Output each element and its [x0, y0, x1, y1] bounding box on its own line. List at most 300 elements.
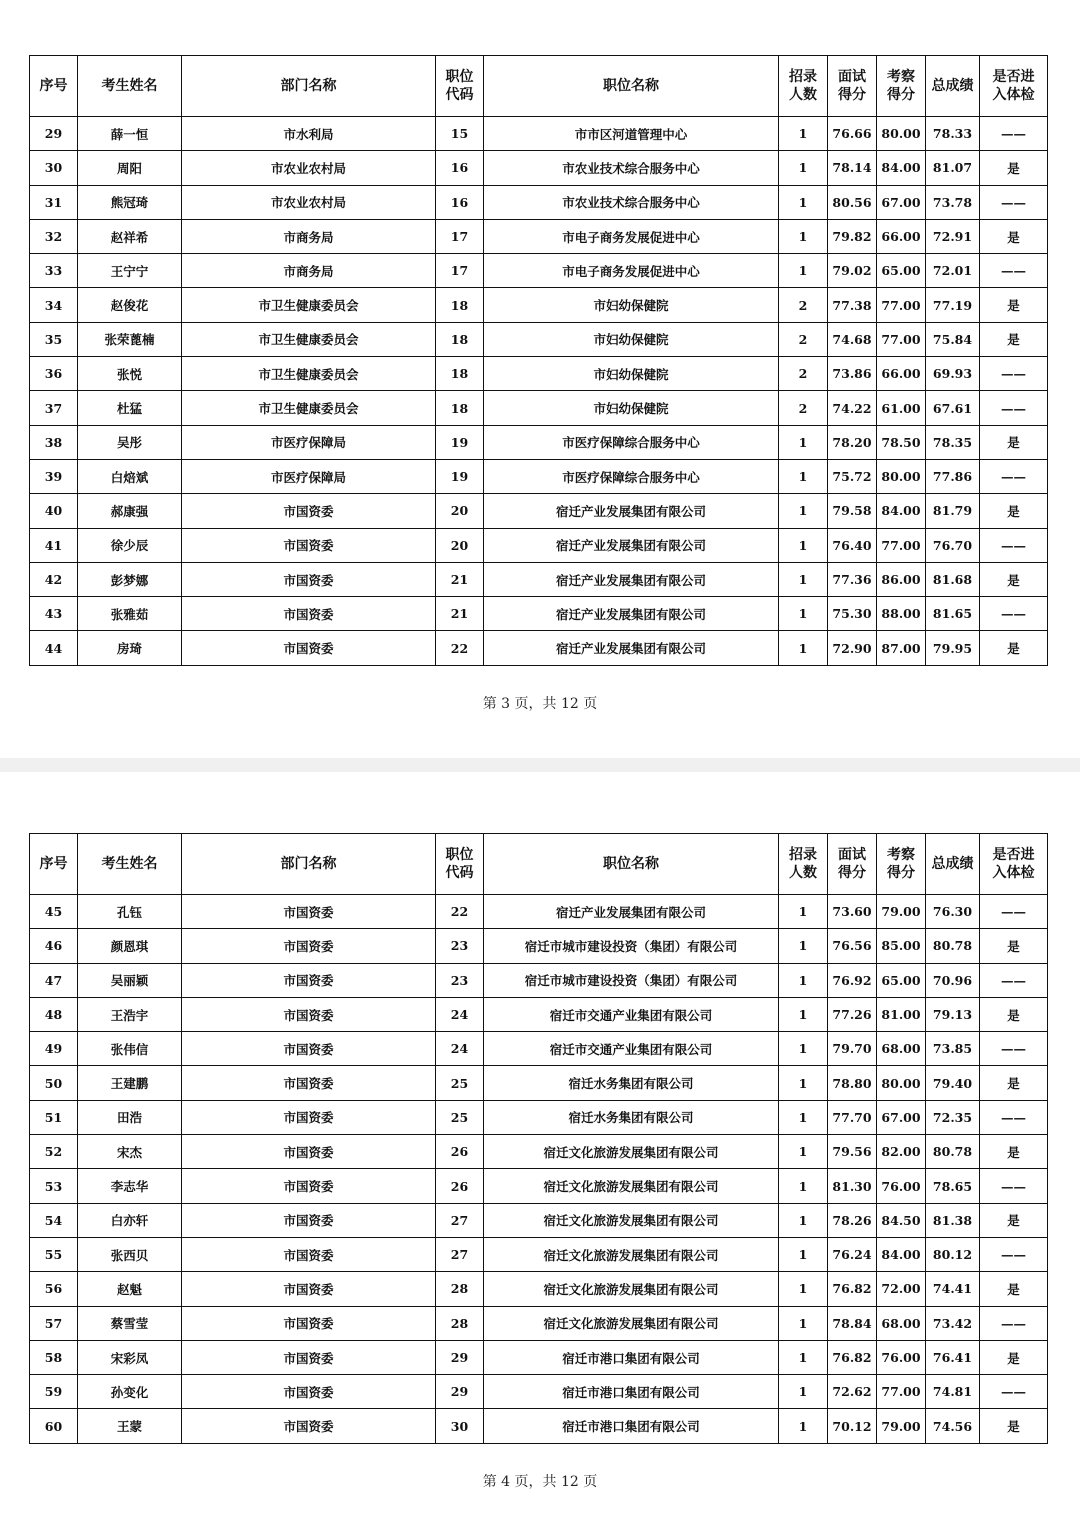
- interview-score-cell: 76.40: [828, 528, 877, 562]
- department-cell: 市国资委: [182, 1203, 436, 1237]
- total-score-cell: 79.13: [926, 997, 980, 1031]
- position-name-cell: 市农业技术综合服务中心: [484, 185, 779, 219]
- position-code-cell: 16: [436, 151, 484, 185]
- quota-cell: 2: [779, 322, 828, 356]
- column-header: 总成绩: [926, 56, 980, 117]
- position-code-cell: 18: [436, 391, 484, 425]
- inspection-score-cell: 87.00: [877, 631, 926, 665]
- department-cell: 市国资委: [182, 562, 436, 596]
- position-name-cell: 市妇幼保健院: [484, 357, 779, 391]
- position-name-cell: 宿迁文化旅游发展集团有限公司: [484, 1203, 779, 1237]
- total-score-cell: 80.78: [926, 929, 980, 963]
- column-header: 考察 得分: [877, 56, 926, 117]
- department-cell: 市国资委: [182, 1032, 436, 1066]
- position-name-cell: 宿迁市交通产业集团有限公司: [484, 1032, 779, 1066]
- column-header: 面试 得分: [828, 834, 877, 895]
- document-page-4: [0, 772, 1080, 1513]
- table-row: [30, 219, 1048, 253]
- physical-exam-cell: ——: [980, 1100, 1048, 1134]
- position-code-cell: 22: [436, 895, 484, 929]
- table-row: [30, 1409, 1048, 1443]
- seq-cell: 36: [30, 357, 78, 391]
- name-cell: 郝康强: [78, 494, 182, 528]
- seq-cell: 44: [30, 631, 78, 665]
- table-row: [30, 357, 1048, 391]
- interview-score-cell: 76.92: [828, 963, 877, 997]
- seq-cell: 50: [30, 1066, 78, 1100]
- seq-cell: 55: [30, 1237, 78, 1271]
- position-code-cell: 26: [436, 1169, 484, 1203]
- total-score-cell: 81.07: [926, 151, 980, 185]
- interview-score-cell: 78.20: [828, 425, 877, 459]
- quota-cell: 1: [779, 997, 828, 1031]
- seq-cell: 38: [30, 425, 78, 459]
- department-cell: 市国资委: [182, 929, 436, 963]
- total-score-cell: 81.65: [926, 597, 980, 631]
- name-cell: 张悦: [78, 357, 182, 391]
- total-score-cell: 73.42: [926, 1306, 980, 1340]
- column-header: 是否进 入体检: [980, 56, 1048, 117]
- name-cell: 徐少辰: [78, 528, 182, 562]
- inspection-score-cell: 81.00: [877, 997, 926, 1031]
- table-row: [30, 1237, 1048, 1271]
- total-score-cell: 78.33: [926, 117, 980, 151]
- interview-score-cell: 70.12: [828, 1409, 877, 1443]
- total-score-cell: 81.79: [926, 494, 980, 528]
- table-row: [30, 151, 1048, 185]
- seq-cell: 49: [30, 1032, 78, 1066]
- column-header: 职位 代码: [436, 56, 484, 117]
- table-row: [30, 288, 1048, 322]
- quota-cell: 2: [779, 288, 828, 322]
- table-row: [30, 562, 1048, 596]
- quota-cell: 1: [779, 1237, 828, 1271]
- column-header: 招录 人数: [779, 834, 828, 895]
- quota-cell: 1: [779, 1306, 828, 1340]
- department-cell: 市国资委: [182, 1340, 436, 1374]
- table-row: [30, 895, 1048, 929]
- position-name-cell: 宿迁文化旅游发展集团有限公司: [484, 1272, 779, 1306]
- total-score-cell: 76.70: [926, 528, 980, 562]
- quota-cell: 1: [779, 117, 828, 151]
- position-code-cell: 25: [436, 1100, 484, 1134]
- table-row: [30, 391, 1048, 425]
- position-code-cell: 27: [436, 1203, 484, 1237]
- position-code-cell: 27: [436, 1237, 484, 1271]
- total-score-cell: 72.35: [926, 1100, 980, 1134]
- position-code-cell: 22: [436, 631, 484, 665]
- seq-cell: 42: [30, 562, 78, 596]
- total-score-cell: 80.12: [926, 1237, 980, 1271]
- quota-cell: 1: [779, 1066, 828, 1100]
- inspection-score-cell: 80.00: [877, 117, 926, 151]
- inspection-score-cell: 76.00: [877, 1340, 926, 1374]
- department-cell: 市国资委: [182, 528, 436, 562]
- table-row: [30, 459, 1048, 493]
- page-separator: [0, 758, 1080, 772]
- table-row: [30, 1203, 1048, 1237]
- position-name-cell: 宿迁产业发展集团有限公司: [484, 597, 779, 631]
- physical-exam-cell: ——: [980, 895, 1048, 929]
- name-cell: 薛一恒: [78, 117, 182, 151]
- physical-exam-cell: 是: [980, 1203, 1048, 1237]
- seq-cell: 58: [30, 1340, 78, 1374]
- inspection-score-cell: 85.00: [877, 929, 926, 963]
- physical-exam-cell: ——: [980, 1237, 1048, 1271]
- name-cell: 张西贝: [78, 1237, 182, 1271]
- inspection-score-cell: 68.00: [877, 1032, 926, 1066]
- physical-exam-cell: ——: [980, 357, 1048, 391]
- position-name-cell: 市医疗保障综合服务中心: [484, 425, 779, 459]
- column-header: 职位名称: [484, 56, 779, 117]
- total-score-cell: 73.85: [926, 1032, 980, 1066]
- name-cell: 孔钰: [78, 895, 182, 929]
- name-cell: 房琦: [78, 631, 182, 665]
- total-score-cell: 75.84: [926, 322, 980, 356]
- position-code-cell: 24: [436, 997, 484, 1031]
- column-header: 总成绩: [926, 834, 980, 895]
- interview-score-cell: 73.86: [828, 357, 877, 391]
- name-cell: 张伟信: [78, 1032, 182, 1066]
- table-row: [30, 425, 1048, 459]
- position-name-cell: 宿迁文化旅游发展集团有限公司: [484, 1135, 779, 1169]
- table-row: [30, 494, 1048, 528]
- physical-exam-cell: 是: [980, 1272, 1048, 1306]
- inspection-score-cell: 78.50: [877, 425, 926, 459]
- quota-cell: 1: [779, 1375, 828, 1409]
- seq-cell: 54: [30, 1203, 78, 1237]
- interview-score-cell: 81.30: [828, 1169, 877, 1203]
- physical-exam-cell: ——: [980, 1032, 1048, 1066]
- name-cell: 白亦轩: [78, 1203, 182, 1237]
- inspection-score-cell: 77.00: [877, 528, 926, 562]
- total-score-cell: 81.38: [926, 1203, 980, 1237]
- name-cell: 杜猛: [78, 391, 182, 425]
- interview-score-cell: 74.68: [828, 322, 877, 356]
- inspection-score-cell: 77.00: [877, 322, 926, 356]
- inspection-score-cell: 84.00: [877, 151, 926, 185]
- column-header: 面试 得分: [828, 56, 877, 117]
- name-cell: 白焙斌: [78, 459, 182, 493]
- interview-score-cell: 77.36: [828, 562, 877, 596]
- interview-score-cell: 77.26: [828, 997, 877, 1031]
- page-footer: 第 3 页，共 12 页: [482, 696, 598, 712]
- seq-cell: 32: [30, 219, 78, 253]
- position-name-cell: 市妇幼保健院: [484, 391, 779, 425]
- physical-exam-cell: ——: [980, 254, 1048, 288]
- table-row: [30, 528, 1048, 562]
- inspection-score-cell: 72.00: [877, 1272, 926, 1306]
- inspection-score-cell: 61.00: [877, 391, 926, 425]
- department-cell: 市国资委: [182, 1272, 436, 1306]
- column-header: 序号: [30, 56, 78, 117]
- quota-cell: 1: [779, 929, 828, 963]
- inspection-score-cell: 67.00: [877, 185, 926, 219]
- quota-cell: 1: [779, 459, 828, 493]
- quota-cell: 1: [779, 895, 828, 929]
- department-cell: 市卫生健康委员会: [182, 391, 436, 425]
- name-cell: 赵俊花: [78, 288, 182, 322]
- name-cell: 颜恩琪: [78, 929, 182, 963]
- name-cell: 王蒙: [78, 1409, 182, 1443]
- quota-cell: 1: [779, 963, 828, 997]
- name-cell: 田浩: [78, 1100, 182, 1134]
- quota-cell: 1: [779, 151, 828, 185]
- department-cell: 市国资委: [182, 997, 436, 1031]
- physical-exam-cell: 是: [980, 151, 1048, 185]
- seq-cell: 41: [30, 528, 78, 562]
- seq-cell: 40: [30, 494, 78, 528]
- interview-score-cell: 77.38: [828, 288, 877, 322]
- interview-score-cell: 80.56: [828, 185, 877, 219]
- name-cell: 蔡雪莹: [78, 1306, 182, 1340]
- position-name-cell: 市妇幼保健院: [484, 288, 779, 322]
- quota-cell: 1: [779, 1340, 828, 1374]
- table-header-row: [30, 56, 1048, 117]
- position-code-cell: 16: [436, 185, 484, 219]
- seq-cell: 29: [30, 117, 78, 151]
- quota-cell: 1: [779, 1169, 828, 1203]
- department-cell: 市商务局: [182, 254, 436, 288]
- department-cell: 市国资委: [182, 631, 436, 665]
- quota-cell: 2: [779, 391, 828, 425]
- seq-cell: 57: [30, 1306, 78, 1340]
- position-name-cell: 市电子商务发展促进中心: [484, 254, 779, 288]
- department-cell: 市国资委: [182, 1375, 436, 1409]
- physical-exam-cell: ——: [980, 117, 1048, 151]
- interview-score-cell: 73.60: [828, 895, 877, 929]
- physical-exam-cell: 是: [980, 929, 1048, 963]
- seq-cell: 59: [30, 1375, 78, 1409]
- interview-score-cell: 79.56: [828, 1135, 877, 1169]
- position-name-cell: 宿迁市城市建设投资（集团）有限公司: [484, 929, 779, 963]
- department-cell: 市国资委: [182, 963, 436, 997]
- inspection-score-cell: 65.00: [877, 963, 926, 997]
- total-score-cell: 79.95: [926, 631, 980, 665]
- department-cell: 市国资委: [182, 1135, 436, 1169]
- department-cell: 市卫生健康委员会: [182, 357, 436, 391]
- column-header: 部门名称: [182, 56, 436, 117]
- total-score-cell: 73.78: [926, 185, 980, 219]
- interview-score-cell: 79.58: [828, 494, 877, 528]
- table-header-row: [30, 834, 1048, 895]
- results-table: [29, 55, 1048, 666]
- table-row: [30, 631, 1048, 665]
- column-header: 是否进 入体检: [980, 834, 1048, 895]
- total-score-cell: 70.96: [926, 963, 980, 997]
- position-code-cell: 26: [436, 1135, 484, 1169]
- department-cell: 市卫生健康委员会: [182, 322, 436, 356]
- physical-exam-cell: ——: [980, 597, 1048, 631]
- position-code-cell: 29: [436, 1375, 484, 1409]
- position-name-cell: 宿迁市交通产业集团有限公司: [484, 997, 779, 1031]
- position-name-cell: 宿迁文化旅游发展集团有限公司: [484, 1169, 779, 1203]
- physical-exam-cell: ——: [980, 528, 1048, 562]
- inspection-score-cell: 77.00: [877, 288, 926, 322]
- department-cell: 市国资委: [182, 494, 436, 528]
- interview-score-cell: 78.84: [828, 1306, 877, 1340]
- seq-cell: 37: [30, 391, 78, 425]
- name-cell: 彭梦娜: [78, 562, 182, 596]
- name-cell: 王浩宇: [78, 997, 182, 1031]
- quota-cell: 1: [779, 1409, 828, 1443]
- results-table: [29, 833, 1048, 1444]
- department-cell: 市国资委: [182, 1306, 436, 1340]
- inspection-score-cell: 68.00: [877, 1306, 926, 1340]
- position-name-cell: 宿迁文化旅游发展集团有限公司: [484, 1237, 779, 1271]
- physical-exam-cell: 是: [980, 322, 1048, 356]
- table-row: [30, 1169, 1048, 1203]
- physical-exam-cell: ——: [980, 391, 1048, 425]
- position-code-cell: 23: [436, 929, 484, 963]
- total-score-cell: 79.40: [926, 1066, 980, 1100]
- position-code-cell: 23: [436, 963, 484, 997]
- quota-cell: 2: [779, 357, 828, 391]
- interview-score-cell: 78.26: [828, 1203, 877, 1237]
- position-code-cell: 18: [436, 357, 484, 391]
- position-code-cell: 18: [436, 322, 484, 356]
- quota-cell: 1: [779, 1272, 828, 1306]
- inspection-score-cell: 86.00: [877, 562, 926, 596]
- inspection-score-cell: 84.50: [877, 1203, 926, 1237]
- inspection-score-cell: 77.00: [877, 1375, 926, 1409]
- seq-cell: 56: [30, 1272, 78, 1306]
- table-row: [30, 929, 1048, 963]
- name-cell: 王建鹏: [78, 1066, 182, 1100]
- position-name-cell: 市农业技术综合服务中心: [484, 151, 779, 185]
- table-row: [30, 597, 1048, 631]
- table-row: [30, 963, 1048, 997]
- interview-score-cell: 74.22: [828, 391, 877, 425]
- position-name-cell: 宿迁产业发展集团有限公司: [484, 562, 779, 596]
- table-row: [30, 997, 1048, 1031]
- quota-cell: 1: [779, 1100, 828, 1134]
- interview-score-cell: 76.82: [828, 1272, 877, 1306]
- interview-score-cell: 72.62: [828, 1375, 877, 1409]
- seq-cell: 34: [30, 288, 78, 322]
- position-code-cell: 21: [436, 597, 484, 631]
- seq-cell: 35: [30, 322, 78, 356]
- interview-score-cell: 79.70: [828, 1032, 877, 1066]
- quota-cell: 1: [779, 1032, 828, 1066]
- name-cell: 张雅茹: [78, 597, 182, 631]
- column-header: 招录 人数: [779, 56, 828, 117]
- quota-cell: 1: [779, 219, 828, 253]
- position-name-cell: 宿迁市港口集团有限公司: [484, 1340, 779, 1374]
- name-cell: 张荣蓖楠: [78, 322, 182, 356]
- position-name-cell: 宿迁产业发展集团有限公司: [484, 631, 779, 665]
- inspection-score-cell: 67.00: [877, 1100, 926, 1134]
- position-code-cell: 28: [436, 1306, 484, 1340]
- quota-cell: 1: [779, 631, 828, 665]
- position-code-cell: 19: [436, 425, 484, 459]
- total-score-cell: 76.30: [926, 895, 980, 929]
- position-code-cell: 20: [436, 528, 484, 562]
- seq-cell: 31: [30, 185, 78, 219]
- inspection-score-cell: 79.00: [877, 1409, 926, 1443]
- seq-cell: 46: [30, 929, 78, 963]
- position-code-cell: 17: [436, 219, 484, 253]
- column-header: 职位 代码: [436, 834, 484, 895]
- total-score-cell: 78.35: [926, 425, 980, 459]
- position-name-cell: 宿迁产业发展集团有限公司: [484, 494, 779, 528]
- quota-cell: 1: [779, 494, 828, 528]
- interview-score-cell: 76.66: [828, 117, 877, 151]
- position-code-cell: 18: [436, 288, 484, 322]
- physical-exam-cell: 是: [980, 997, 1048, 1031]
- quota-cell: 1: [779, 562, 828, 596]
- column-header: 序号: [30, 834, 78, 895]
- department-cell: 市国资委: [182, 1237, 436, 1271]
- column-header: 考生姓名: [78, 834, 182, 895]
- seq-cell: 51: [30, 1100, 78, 1134]
- interview-score-cell: 75.72: [828, 459, 877, 493]
- name-cell: 熊冠琦: [78, 185, 182, 219]
- table-row: [30, 1135, 1048, 1169]
- physical-exam-cell: 是: [980, 288, 1048, 322]
- physical-exam-cell: 是: [980, 1066, 1048, 1100]
- department-cell: 市医疗保障局: [182, 459, 436, 493]
- total-score-cell: 72.01: [926, 254, 980, 288]
- table-row: [30, 322, 1048, 356]
- department-cell: 市水利局: [182, 117, 436, 151]
- department-cell: 市农业农村局: [182, 185, 436, 219]
- position-name-cell: 宿迁产业发展集团有限公司: [484, 528, 779, 562]
- department-cell: 市国资委: [182, 1100, 436, 1134]
- position-code-cell: 24: [436, 1032, 484, 1066]
- interview-score-cell: 78.14: [828, 151, 877, 185]
- total-score-cell: 69.93: [926, 357, 980, 391]
- interview-score-cell: 77.70: [828, 1100, 877, 1134]
- name-cell: 王宁宁: [78, 254, 182, 288]
- department-cell: 市商务局: [182, 219, 436, 253]
- seq-cell: 30: [30, 151, 78, 185]
- physical-exam-cell: 是: [980, 219, 1048, 253]
- page-footer: 第 4 页，共 12 页: [482, 1474, 598, 1490]
- physical-exam-cell: 是: [980, 1340, 1048, 1374]
- total-score-cell: 67.61: [926, 391, 980, 425]
- position-code-cell: 20: [436, 494, 484, 528]
- position-code-cell: 25: [436, 1066, 484, 1100]
- inspection-score-cell: 84.00: [877, 1237, 926, 1271]
- quota-cell: 1: [779, 597, 828, 631]
- seq-cell: 48: [30, 997, 78, 1031]
- physical-exam-cell: 是: [980, 425, 1048, 459]
- total-score-cell: 74.81: [926, 1375, 980, 1409]
- inspection-score-cell: 79.00: [877, 895, 926, 929]
- position-name-cell: 宿迁水务集团有限公司: [484, 1100, 779, 1134]
- table-row: [30, 1032, 1048, 1066]
- seq-cell: 39: [30, 459, 78, 493]
- position-code-cell: 28: [436, 1272, 484, 1306]
- total-score-cell: 78.65: [926, 1169, 980, 1203]
- department-cell: 市国资委: [182, 895, 436, 929]
- department-cell: 市国资委: [182, 597, 436, 631]
- position-code-cell: 30: [436, 1409, 484, 1443]
- table-row: [30, 1340, 1048, 1374]
- column-header: 职位名称: [484, 834, 779, 895]
- quota-cell: 1: [779, 425, 828, 459]
- inspection-score-cell: 88.00: [877, 597, 926, 631]
- physical-exam-cell: ——: [980, 459, 1048, 493]
- physical-exam-cell: 是: [980, 1135, 1048, 1169]
- position-name-cell: 宿迁文化旅游发展集团有限公司: [484, 1306, 779, 1340]
- department-cell: 市医疗保障局: [182, 425, 436, 459]
- position-name-cell: 市妇幼保健院: [484, 322, 779, 356]
- physical-exam-cell: ——: [980, 1169, 1048, 1203]
- column-header: 部门名称: [182, 834, 436, 895]
- seq-cell: 43: [30, 597, 78, 631]
